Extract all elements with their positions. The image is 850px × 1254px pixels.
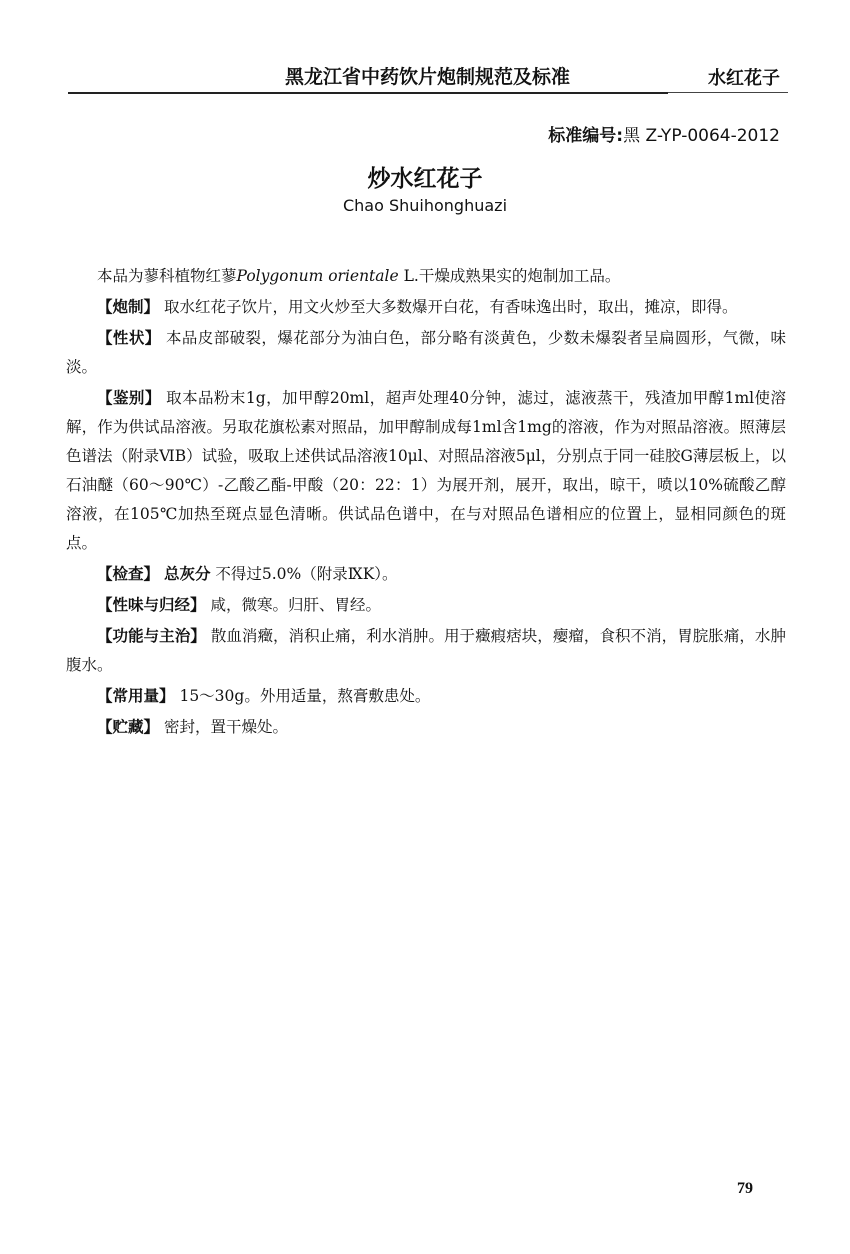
section-processing <box>66 293 786 322</box>
section-label: 【性味与归经】 <box>97 596 206 614</box>
section-text: 不得过5.0%（附录ⅨK）。 <box>210 565 398 583</box>
section-label: 【贮藏】 <box>97 718 160 736</box>
running-header <box>0 0 850 100</box>
section-text: 15～30g。外用适量，熬膏敷患处。 <box>179 687 431 705</box>
monograph-body <box>66 262 786 744</box>
standard-number-label: 标准编号: <box>548 126 624 146</box>
section-identification <box>66 384 786 558</box>
section-nature <box>66 591 786 620</box>
section-label: 【性状】 <box>97 329 161 347</box>
header-entry-name: 水红花子 <box>708 68 780 89</box>
section-text: 咸，微寒。归肝、胃经。 <box>210 596 381 614</box>
page-number: 79 <box>737 1180 753 1197</box>
section-text: 散血消癥，消积止痛，利水消肿。用于癥瘕痞块，瘿瘤，食积不消，胃脘胀痛，水肿腹水。 <box>66 627 786 674</box>
section-label: 【常用量】 <box>97 687 175 705</box>
page-subtitle-pinyin: Chao Shuihonghuazi <box>342 196 508 215</box>
section-text: 本品皮部破裂，爆花部分为油白色，部分略有淡黄色，少数未爆裂者呈扁圆形，气微，味淡。 <box>66 329 786 376</box>
sub-label: 总灰分 <box>163 565 211 583</box>
section-storage <box>66 713 786 742</box>
latin-name: Polygonum orientale <box>236 267 399 285</box>
section-text: 取本品粉末1g，加甲醇20ml，超声处理40分钟，滤过，滤液蒸干，残渣加甲醇1ml使溶解，作为供试品溶液。另取花旗松素对照品，加甲醇制成每1ml含1mg的溶液，作为对照品溶液。照薄层色谱法（附录ⅥB）试验，吸取上述供试品溶液10μl、对照品溶液5μl，分别点于同一硅胶G薄层板上，以石油醚（60～90℃）-乙酸乙酯-甲酸（20：22：1）为展开剂，展开，取出，晾干，喷以10%硫酸乙醇溶液，在105℃加热至斑点显色清晰。供试品色谱中，在与对照品色谱相应的位置上，显相同颜色的斑点。 <box>66 389 786 552</box>
section-text: 密封，置干燥处。 <box>163 718 288 736</box>
section-dosage <box>66 682 786 711</box>
section-label: 【鉴别】 <box>97 389 161 407</box>
section-label: 【炮制】 <box>97 298 160 316</box>
section-text: 取水红花子饮片，用文火炒至大多数爆开白花，有香味逸出时，取出，摊凉，即得。 <box>163 298 738 316</box>
standard-number-value: 黑 Z-YP-0064-2012 <box>623 126 780 146</box>
intro-paragraph: 本品为蓼科植物红蓼Polygonum orientale L.干燥成熟果实的炮制加工品。 <box>97 267 621 285</box>
section-label: 【功能与主治】 <box>97 627 206 645</box>
header-rule <box>68 92 668 94</box>
standard-number <box>548 121 780 146</box>
page-title: 炒水红花子 <box>367 166 483 192</box>
header-rule-right <box>668 92 788 93</box>
section-description <box>66 324 786 382</box>
section-label: 【检查】 <box>97 565 160 583</box>
header-book-title: 黑龙江省中药饮片炮制规范及标准 <box>285 66 571 88</box>
section-function <box>66 622 786 680</box>
section-inspection <box>66 560 786 589</box>
